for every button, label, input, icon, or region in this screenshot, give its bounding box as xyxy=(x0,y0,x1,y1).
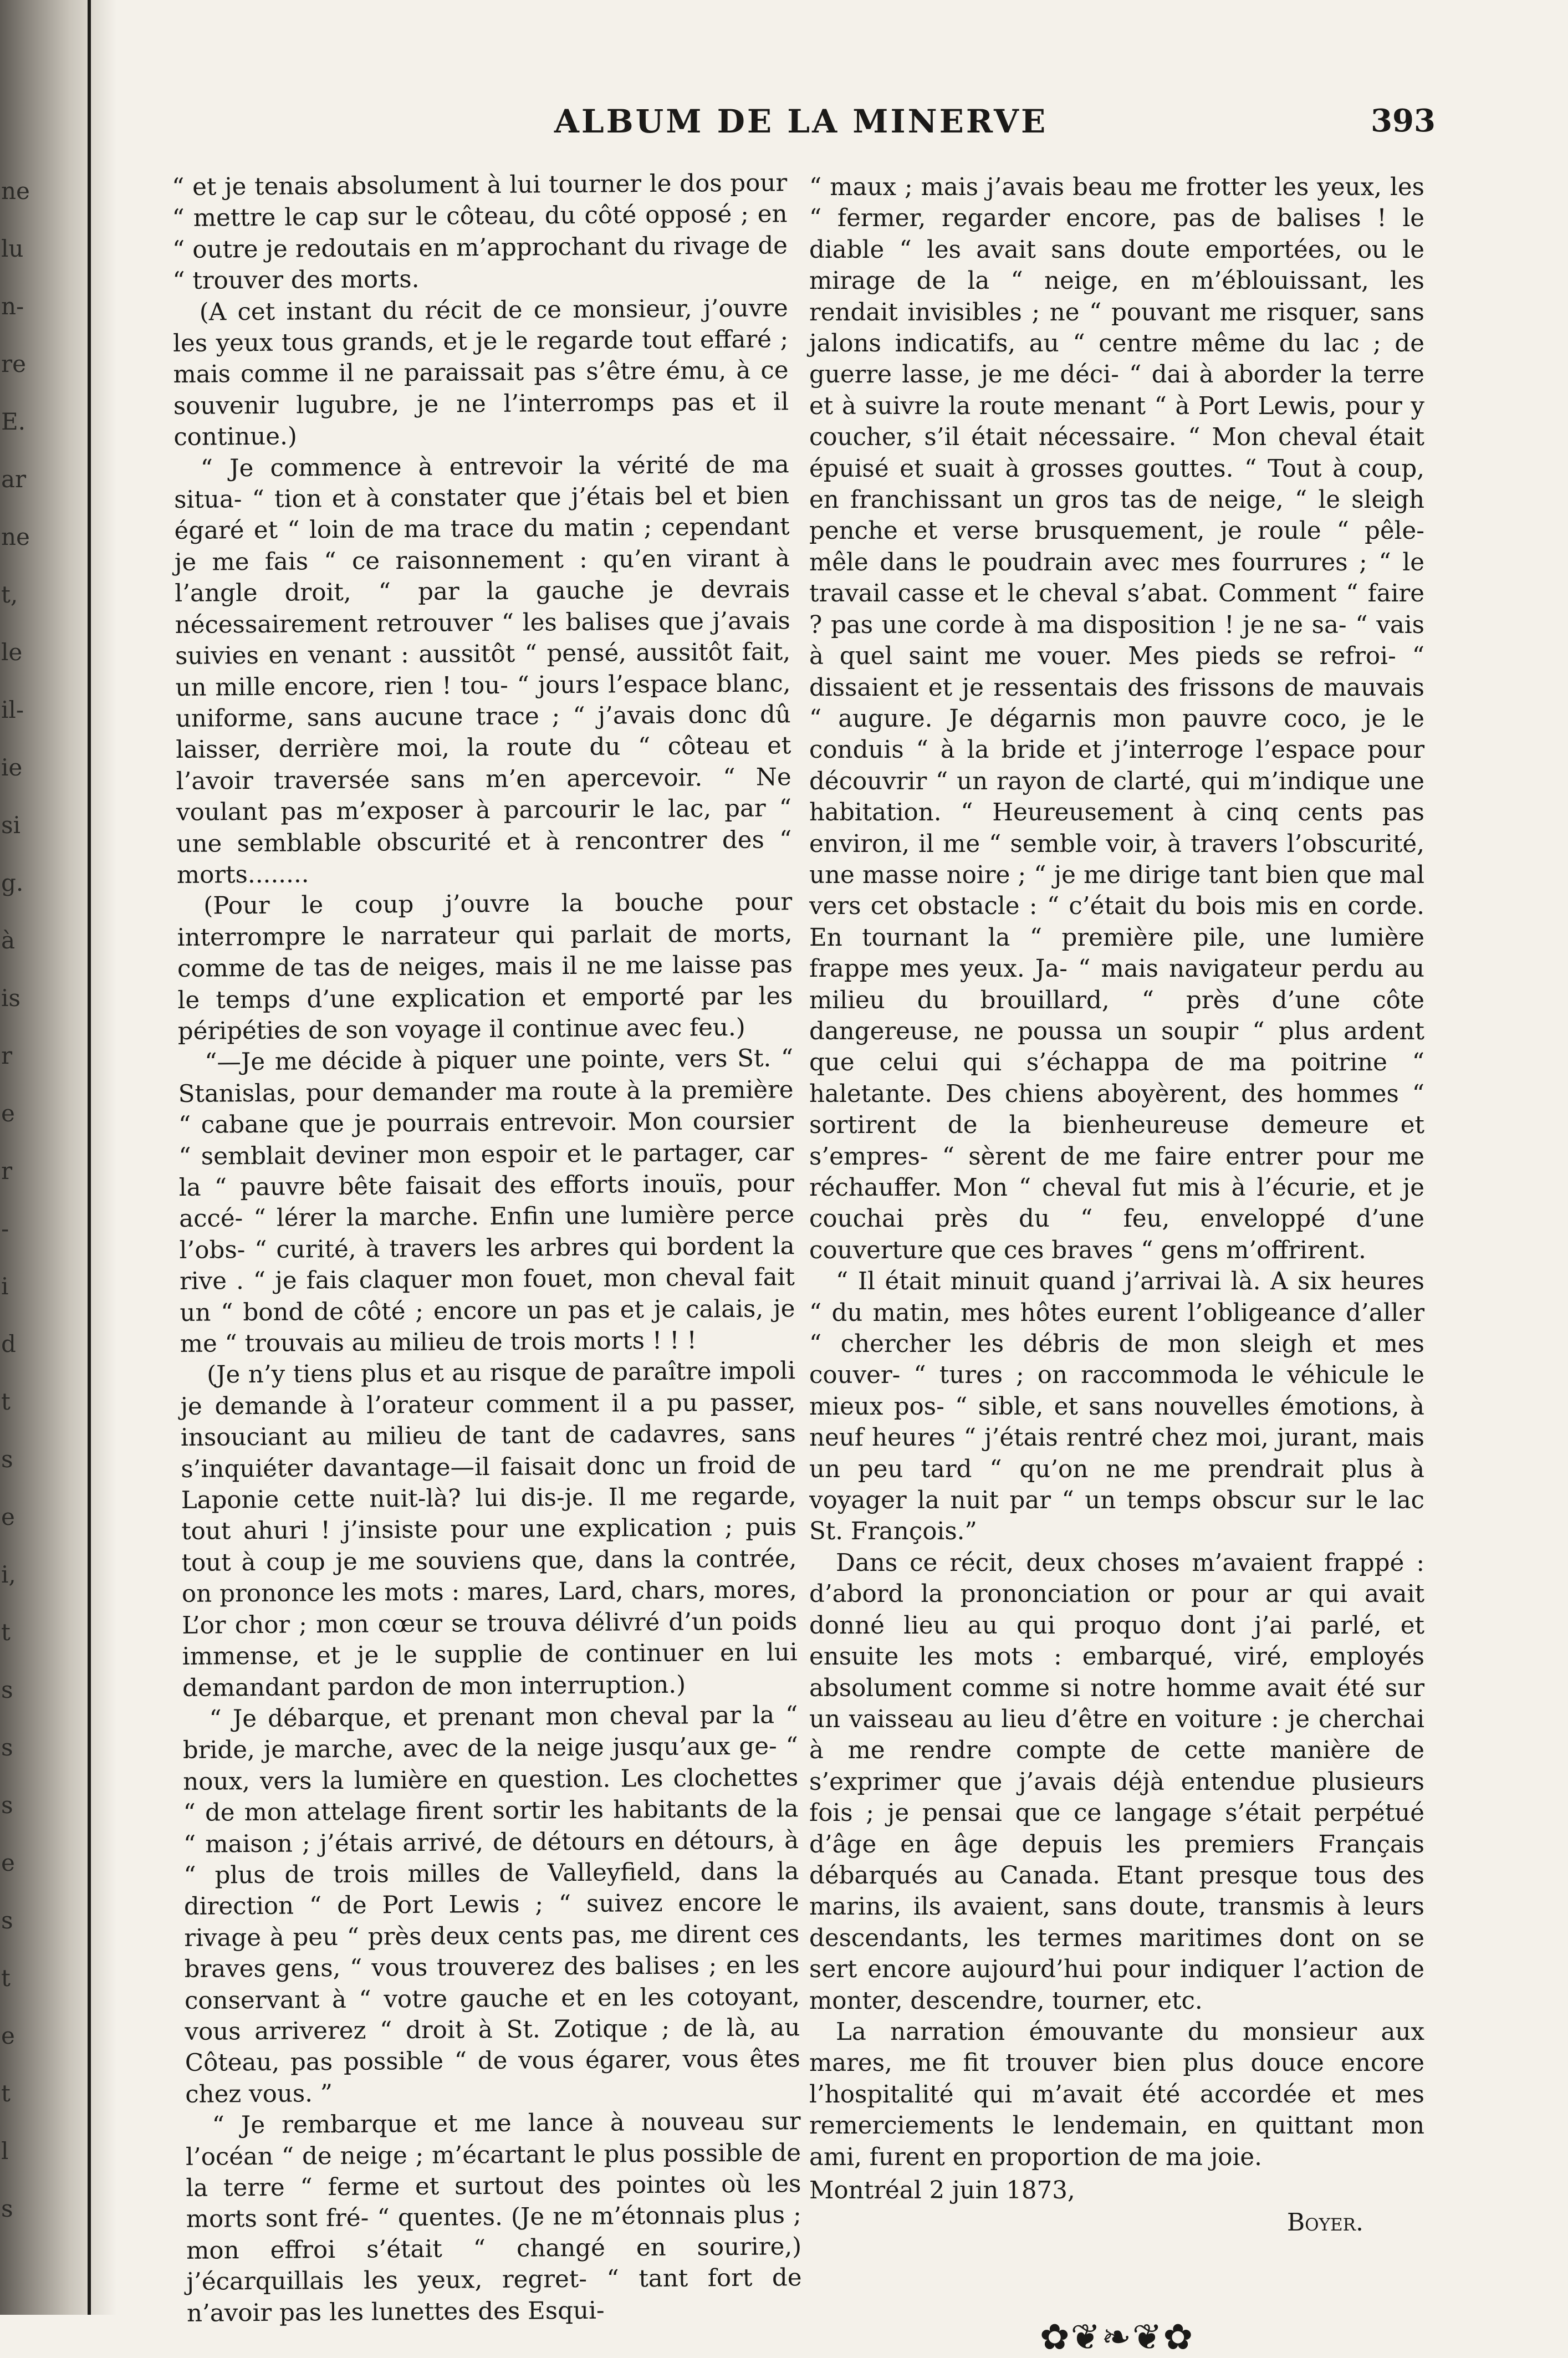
paragraph: “ Je débarque, et prenant mon cheval par la “ bride, je marche, avec de la neige jusqu’aux ge- “ noux, vers la lumière en question. Les clochettes “ de mon attelage firent sortir les habitants de la “ maison ; j’étais arrivé, de détours en détours, à “ plus de trois milles de Valleyfield, dans la direction “ de Port Lewis ; “ suivez encore le rivage à peu “ près deux cents pas, me dirent ces braves gens, “ vous trouverez des balises ; en les conservant à “ votre gauche et en les cotoyant, vous arriverez “ droit à St. Zotique ; de là, au Côteau, pas possible “ de vous égarer, vous êtes chez vous. ” xyxy=(182,1701,800,2109)
edge-fragment: s xyxy=(1,1907,13,1934)
paragraph: Dans ce récit, deux choses m’avaient frappé : d’abord la prononciation or pour ar qui avait donné lieu au qui proquo dont j’ai parlé, et ensuite les mots : embarqué, viré, employés absolument comme si notre homme avait été sur un vaisseau au lieu d’être en voiture : je cherchai à me rendre compte de cette manière de s’exprimer que j’avais déjà entendue plusieurs fois ; je pensai que ce langage s’était perpétué d’âge en âge depuis les premiers Français débarqués au Canada. Etant presque tous des marins, ils avaient, sans doute, transmis à leurs descendants, les termes maritimes dont on se sert encore aujourd’hui pour indiquer l’action de monter, descendre, tourner, etc. xyxy=(809,1549,1424,2015)
edge-fragment: s xyxy=(1,1676,13,1703)
edge-fragment: t xyxy=(1,2080,11,2107)
edge-fragment: r xyxy=(1,1157,13,1185)
edge-fragment: re xyxy=(1,350,26,377)
edge-fragment: ar xyxy=(1,466,27,493)
edge-fragment: e xyxy=(1,1100,15,1127)
edge-fragment: i xyxy=(1,1273,9,1300)
page-number: 393 xyxy=(1371,103,1436,139)
edge-fragment: e xyxy=(1,2022,15,2049)
paragraph: “—Je me décide à piquer une pointe, vers St. “ Stanislas, pour demander ma route à la première “ cabane que je pourrais entrevoir. Mon coursier “ semblait deviner mon espoir et le partager, car la “ pauvre bête faisait des efforts inouïs, pour accé- “ lérer la marche. Enfin une lumière perce l’obs- “ curité, à travers les arbres qui bordent la rive . “ je fais claquer mon fouet, mon cheval fait un “ bond de côté ; encore un pas et je calais, je me “ trouvais au milieu de trois morts ! ! ! xyxy=(178,1044,795,1358)
edge-fragment: il- xyxy=(1,696,24,723)
paragraph: (Je n’y tiens plus et au risque de paraître impoli je demande à l’orateur comment il a pu passer, insouciant au milieu de tant de cadavres, sans s’inquiéter davantage—il faisait donc un froid de Laponie cette nuit-là? lui dis-je. Il me regarde, tout ahuri ! j’insiste pour une explication ; puis tout à coup je me souviens que, dans la contrée, on prononce les mots : mares, Lard, chars, mores, L’or chor ; mon cœur se trouva délivré d’un poids immense, et je le supplie de continuer en lui demandant pardon de mon interruption.) xyxy=(180,1357,798,1702)
edge-fragment: si xyxy=(1,811,21,839)
edge-fragment: s xyxy=(1,1446,13,1473)
edge-fragment: le xyxy=(1,639,23,666)
edge-fragment: g. xyxy=(1,869,24,896)
signature-date: Montréal 2 juin 1873, xyxy=(809,2177,1075,2204)
paragraph: (Pour le coup j’ouvre la bouche pour interrompre le narrateur qui parlait de morts, comme de tas de neiges, mais il ne me laisse pas le temps d’une explication et emporté par les péripéties de son voyage il continue avec feu.) xyxy=(177,888,793,1045)
edge-fragment: n- xyxy=(1,293,24,320)
paragraph: (A cet instant du récit de ce monsieur, j’ouvre les yeux tous grands, et je le regarde tout effaré ; mais comme il ne paraissait pas s’être ému, à ce souvenir lugubre, je ne l’interromps pas et il continue.) xyxy=(172,294,789,452)
left-column xyxy=(172,167,802,2329)
edge-fragment: à xyxy=(1,927,16,954)
paragraph: “ Je commence à entrevoir la vérité de ma situa- “ tion et à constater que j’étais bel et bien égaré et “ loin de ma trace du matin ; cependant je me fais “ ce raisonnement : qu’en virant à l’angle droit, “ par la gauche je devrais nécessairement retrouver “ les balises que j’avais suivies en venant : aussitôt “ pensé, aussitôt fait, un mille encore, rien ! tou- “ jours l’espace blanc, uniforme, sans aucune trace ; “ j’avais donc dû laisser, derrière moi, la route du “ côteau et l’avoir traversée sans m’en apercevoir. “ Ne voulant pas m’exposer à parcourir le lac, par “ une semblable obscurité et à rencontrer des “ morts........ xyxy=(173,450,792,889)
edge-fragment: t, xyxy=(1,581,18,608)
edge-fragment: lu xyxy=(1,235,24,262)
signature-author: Boyer. xyxy=(1286,2208,1363,2237)
edge-fragment: s xyxy=(1,2195,13,2222)
previous-page-edge-fragments xyxy=(0,0,30,2315)
paragraph: “ Il était minuit quand j’arrivai là. A six heures “ du matin, mes hôtes eurent l’obligeance d’aller “ chercher les débris de mon sleigh et mes couver- “ tures ; on raccommoda le véhicule le mieux pos- “ sible, et sans nouvelles émotions, à neuf heures “ j’étais rentré chez moi, jurant, mais un peu tard “ qu’on ne me prendrait plus à voyager la nuit par “ un temps obscur sur le lac St. François.” xyxy=(809,1268,1424,1546)
edge-fragment: ne xyxy=(1,177,30,205)
edge-fragment: i, xyxy=(1,1561,16,1588)
edge-fragment: e xyxy=(1,1503,15,1530)
edge-fragment: E. xyxy=(1,408,26,435)
edge-fragment: t xyxy=(1,1964,11,1992)
paragraph: “ maux ; mais j’avais beau me frotter les yeux, les “ fermer, regarder encore, pas de balises ! le diable “ les avait sans doute emportées, ou le mirage de la “ neige, en m’éblouissant, les rendait invisibles ; ne “ pouvant me risquer, sans jalons indicatifs, au “ centre même du lac ; de guerre lasse, je me déci- “ dai à aborder la terre et à suivre la route menant “ à Port Lewis, pour y coucher, s’il était nécessaire. “ Mon cheval était épuisé et suait à grosses gouttes. “ Tout à coup, en franchissant un gros tas de neige, “ le sleigh penche et verse brusquement, je roule “ pêle-mêle dans le poudrain avec mes fourrures ; “ le travail casse et le cheval s’abat. Comment “ faire ? pas une corde à ma disposition ! je ne sa- “ vais à quel saint me vouer. Mes pieds se refroi- “ dissaient et je ressentais des frissons de mauvais “ augure. Je dégarnis mon pauvre coco, je le conduis “ à la bride et j’interroge l’espace pour découvrir “ un rayon de clarté, qui m’indique une habitation. “ Heureusement à cinq cents pas environ, il me “ semble voir, à travers l’obscurité, une masse noire ; “ je me dirige tant bien que mal vers cet obstacle : “ c’était du bois mis en corde. En tournant la “ première pile, une lumière frappe mes yeux. Ja- “ mais navigateur perdu au milieu du brouillard, “ près d’une côte dangereuse, ne poussa un soupir “ plus ardent que celui qui s’échappa de ma poitrine “ haletante. Des chiens aboyèrent, des hommes “ sortirent de la bienheureuse demeure et s’empres- “ sèrent de me faire entrer pour me réchauffer. Mon “ cheval fut mis à l’écurie, et je couchai près du “ feu, enveloppé d’une couverture que ces braves “ gens m’offrirent. xyxy=(809,173,1424,1264)
paragraph: La narration émouvante du monsieur aux mares, me fit trouver bien plus douce encore l’hospitalité qui m’avait été accordée et mes remerciements le lendemain, en quittant mon ami, furent en proportion de ma joie. xyxy=(809,2018,1424,2171)
paragraph: “ et je tenais absolument à lui tourner le dos pour “ mettre le cap sur le côteau, du côté opposé ; en “ outre je redoutais en m’approchant du rivage de “ trouver des morts. xyxy=(172,169,788,295)
edge-fragment: l xyxy=(1,2137,9,2165)
edge-fragment: t xyxy=(1,1388,11,1415)
edge-fragment: d xyxy=(1,1330,16,1357)
paragraph: “ Je rembarque et me lance à nouveau sur l’océan “ de neige ; m’écartant le plus possible de la terre “ ferme et surtout des pointes où les morts sont fré- “ quentes. (Je ne m’étonnais plus ; mon effroi s’était “ changé en sourire,) j’écarquillais les yeux, regret- “ tant fort de n’avoir pas les lunettes des Esqui- xyxy=(185,2107,802,2328)
running-title: ALBUM DE LA MINERVE xyxy=(554,103,1048,140)
edge-fragment: t xyxy=(1,1619,11,1646)
edge-fragment: s xyxy=(1,1734,13,1761)
edge-fragment: ne xyxy=(1,523,30,550)
right-column xyxy=(809,172,1424,2358)
edge-fragment: is xyxy=(1,984,21,1012)
edge-fragment: ie xyxy=(1,754,23,781)
edge-fragment: - xyxy=(1,1215,9,1242)
edge-fragment: e xyxy=(1,1849,15,1876)
edge-fragment: s xyxy=(1,1792,13,1819)
ornament-icon: ✿❦❧❦✿ xyxy=(1039,2316,1194,2358)
edge-fragment: r xyxy=(1,1042,13,1069)
gutter-rule xyxy=(88,0,91,2315)
page-header xyxy=(166,103,1436,152)
